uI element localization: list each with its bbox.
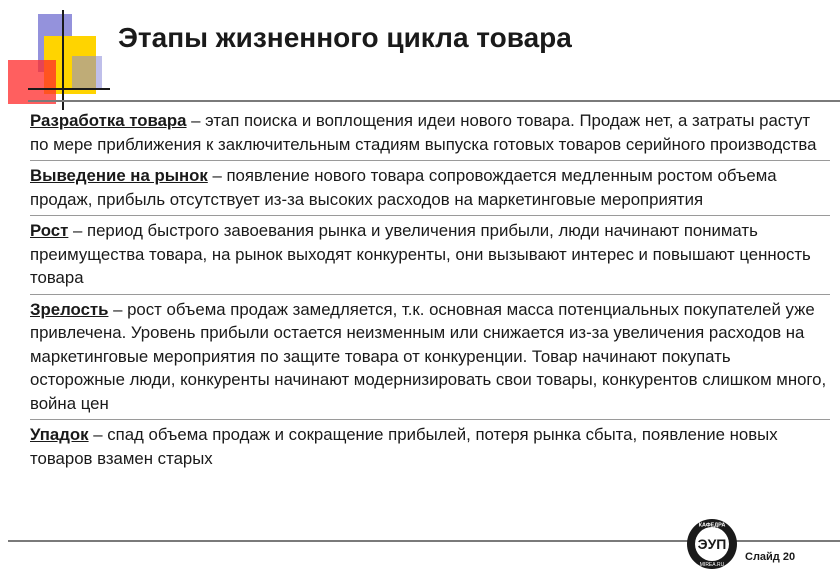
stage-term: Выведение на рынок <box>30 166 208 185</box>
slide-number: Слайд 20 <box>745 551 796 563</box>
stage-maturity <box>30 294 830 418</box>
stage-term: Рост <box>30 221 69 240</box>
stage-description: – этап поиска и воплощения идеи нового товара. Продаж нет, а затраты растут по мере приближения к заключительным стадиям выпуска готовых товаров серийного производства <box>30 111 817 154</box>
decor-horizontal-line <box>28 88 110 90</box>
decor-lilac-square <box>72 56 102 88</box>
stage-term: Разработка товара <box>30 111 187 130</box>
stage-description: – спад объема продаж и сокращение прибылей, потеря рынка сбыта, появление новых товаров взамен старых <box>30 425 778 468</box>
department-logo-icon <box>686 518 738 570</box>
stage-description: – появление нового товара сопровождается медленным ростом объема продаж, прибыль отсутствует из-за высоких расходов на маркетинговые мероприятия <box>30 166 777 209</box>
stage-description: – период быстрого завоевания рынка и увеличения прибыли, люди начинают понимать преимущества товара, на рынок выходят конкуренты, они вызывают интерес и повышают ценность товара <box>30 221 811 287</box>
stage-decline <box>30 419 830 472</box>
stage-term: Зрелость <box>30 299 109 319</box>
decor-red-square <box>8 60 56 104</box>
stage-growth <box>30 215 830 292</box>
logo-top-text: КАФЕДРА <box>698 522 726 529</box>
stage-development <box>30 107 830 158</box>
logo-bottom-text: MIREA.RU <box>699 562 725 568</box>
title-divider <box>28 100 840 102</box>
stage-introduction <box>30 160 830 213</box>
stage-description: – рост объема продаж замедляется, т.к. основная масса потенциальных покупателей уже привлечена. Уровень прибыли остается неизменным или снижается из-за увеличения расходов на маркетинговые мероприятия по защите товара от конкуренции. Товар начинают покупать осторожные люди, конкуренты начинают модернизировать свои товары, конкурентов слишком много, война цен <box>30 299 827 413</box>
slide-title: Этапы жизненного цикла товара <box>118 22 572 53</box>
stages-list <box>30 107 830 472</box>
decor-vertical-line <box>62 10 64 110</box>
logo-main-text: ЭУП <box>697 536 727 552</box>
stage-term: Упадок <box>30 425 89 444</box>
